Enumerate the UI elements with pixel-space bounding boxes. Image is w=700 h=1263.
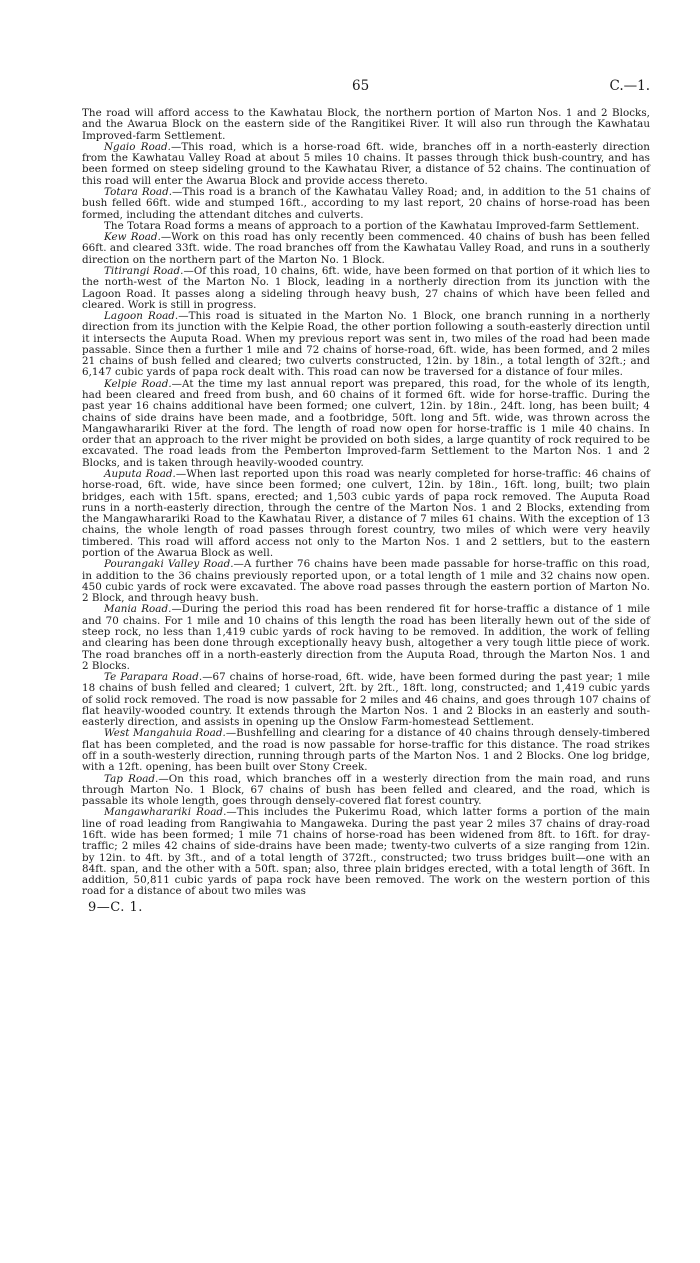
road-name: Totara Road.	[104, 185, 173, 198]
paragraph	[82, 774, 650, 808]
page-header	[82, 78, 650, 104]
road-name: Lagoon Road.	[104, 310, 179, 323]
page-footer	[82, 900, 650, 915]
paragraph	[82, 728, 650, 773]
road-name: West Mangahuia Road.	[104, 727, 226, 740]
paragraph-text: —This includes the Pukerimu Road, which latter forms a portion of the main line of road leading from Rangiwahia to Mangaweka. During the past year 2 miles 37 chains of dray-road 16ft. wide has been formed; 1 mile 71 chains of horse-road has been widened from 8ft. to 16ft. for dray-traffic; 2 miles 42 chains of side-drains have been made; twenty-two culverts of a size ranging from 12in. by 12in. to 4ft. by 3ft., and of a total length of 372ft., constructed; two truss bridges built—one with an 84ft. span, and the other with a 50ft. span; also, three plain bridges erected, with a total length of 36ft. In addition, 50,811 cubic yards of papa rock have been removed. The work on the western portion of this road for a distance of about two miles was	[82, 806, 650, 898]
road-name: Tap Road.	[104, 772, 159, 785]
paragraph-text: —Bushfelling and clearing for a distance of 40 chains through densely-timbered flat has been completed, and the road is now passable for horse-traffic for this distance. The road strikes off in a south-westerly direction, running through parts of the Marton Nos. 1 and 2 Blocks. One log bridge, with a 12ft. opening, has been built over Stony Creek.	[82, 727, 650, 774]
paragraph	[82, 108, 650, 142]
road-name: Te Parapara Road.	[104, 671, 203, 684]
paragraph-text: —Of this road, 10 chains, 6ft. wide, have been formed on that portion of it which lies to the north-west of the Marton No. 1 Block, leading in a northerly direction from its junction with the Lagoon Road. It passes along a sideling through heavy bush, 27 chains of which have been felled and cleared. Work is still in progress.	[82, 264, 651, 311]
paragraph-text: —A further 76 chains have been made passable for horse-traffic on this road, in addition to the 36 chains previously reported upon, or a total length of 1 mile and 32 chains now open. 450 cubic yards of rock were excavated. The above road passes through the eastern portion of Marton No. 2 Block, and through heavy bush.	[82, 558, 650, 605]
document-reference: C.—1.	[609, 78, 650, 94]
paragraph-text: The road will afford access to the Kawhatau Block, the northern portion of Marton Nos. 1 and 2 Blocks, and the Awarua Block on the eastern side of the Rangitikei River. It will also run through the Kawhatau Improved-farm Settlement.	[82, 107, 650, 142]
paragraph	[82, 232, 650, 266]
body-text	[82, 108, 650, 898]
road-name: Auputa Road.	[104, 468, 176, 480]
paragraph-text: —When last reported upon this road was nearly completed for horse-traffic: 46 chains of horse-road, 6ft. wide, have since been formed; one culvert, 12in. by 18in., 16ft. long, built; two plain bridges, each with 15ft. spans, erected; and 1,503 cubic yards of papa rock removed. The Auputa Road runs in a north-easterly direction, through the centre of the Marton Nos. 1 and 2 Blocks, extending from the Mangawharariki Road to the Kawhatau River, a distance of 7 miles 61 chains. With the exception of 13 chains, the whole length of road passes through forest country, two miles of which were very heavily timbered. This road will afford access not only to the Marton Nos. 1 and 2 settlers, but to the eastern portion of the Awarua Block as well.	[82, 468, 650, 559]
paragraph-text: —At the time my last annual report was prepared, this road, for the whole of its length, had been cleared and freed from bush, and 60 chains of it formed 6ft. wide for horse-traffic. During the past year 16 chains additional have been formed; one culvert, 12in. by 18in., 24ft. long, has been built; 4 chains of side drains have been made, and a footbridge, 50ft. long and 5ft. wide, was thrown across the Mangawharariki River at the ford. The length of road now open for horse-traffic is 1 mile 40 chains. In order that an approach to the river might be provided on both sides, a large quantity of rock required to be excavated. The road leads from the Pemberton Improved-farm Settlement to the Marton Nos. 1 and 2 Blocks, and is taken through heavily-wooded country.	[82, 377, 650, 469]
road-name: Kelpie Road.	[104, 377, 172, 390]
paragraph-text: —On this road, which branches off in a westerly direction from the main road, and runs through Marton No. 1 Block, 67 chains of bush has been felled and cleared, and the road, which is passable its whole length, goes through densely-covered flat forest country.	[82, 772, 650, 808]
paragraph-text: —Work on this road has only recently been commenced. 40 chains of bush has been felled 66ft. and cleared 33ft. wide. The road branches off from the Kawhatau Valley Road, and runs in a southerly direction on the northern part of the Marton No. 1 Block.	[82, 231, 650, 266]
paragraph	[82, 469, 650, 559]
paragraph-text: —During the period this road has been rendered fit for horse-traffic a distance of 1 mile and 70 chains. For 1 mile and 10 chains of this length the road has been literally hewn out of the side of steep rock, no less than 1,419 cubic yards of rock having to be removed. In addition, the work of felling and clearing has been done through exceptionally heavy bush, altogether a very tough little piece of work. The road branches off in a north-easterly direction from the Auputa Road, through the Marton Nos. 1 and 2 Blocks.	[82, 603, 651, 672]
paragraph	[82, 672, 650, 728]
paragraph-text: The Totara Road forms a means of approach to a portion of the Kawhatau Improved-farm Settlement.	[104, 219, 640, 232]
road-name: Ngaio Road.	[104, 140, 171, 153]
road-name: Mania Road.	[104, 603, 172, 616]
paragraph	[82, 604, 650, 672]
road-name: Kew Road.	[104, 231, 161, 244]
road-name: Mangawharariki Road.	[104, 806, 227, 819]
paragraph	[82, 187, 650, 221]
page-number: 65	[352, 78, 370, 94]
paragraph-text: —This road is situated in the Marton No. 1 Block, one branch running in a northerly direction from its junction with the Kelpie Road, the other portion following a south-easterly direction until it intersects the Auputa Road. When my previous report was sent in, two miles of the road had been made passable. Since then a further 1 mile and 72 chains of horse-road, 6ft. wide, has been formed, and 2 miles 21 chains of bush felled and cleared; two culverts constructed, 12in. by 18in., a total length of 32ft.; and 6,147 cubic yards of papa rock dealt with. This road can now be traversed for a distance of four miles.	[82, 310, 650, 379]
road-name: Titirangi Road.	[104, 264, 184, 277]
paragraph-text: —This road is a branch of the Kawhatau Valley Road; and, in addition to the 51 chains of bush felled 66ft. wide and stumped 16ft., according to my last report, 20 chains of horse-road has been formed, including the attendant ditches and culverts.	[82, 185, 650, 221]
paragraph	[82, 379, 650, 469]
sheet-signature: 9—C. 1.	[88, 899, 143, 915]
paragraph-text: —67 chains of horse-road, 6ft. wide, have been formed during the past year; 1 mile 18 chains of bush felled and cleared; 1 culvert, 2ft. by 2ft., 18ft. long, constructed; and 1,419 cubic yards of solid rock removed. The road is now passable for 2 miles and 46 chains, and goes through 107 chains of flat heavily-wooded country. It extends through the Marton Nos. 1 and 2 Blocks in an easterly and south-easterly direction, and assists in opening up the Onslow Farm-homestead Settlement.	[82, 671, 650, 729]
paragraph	[82, 559, 650, 604]
paragraph	[82, 266, 650, 311]
document-page	[82, 78, 650, 915]
road-name: Pourangaki Valley Road.	[104, 558, 234, 571]
paragraph	[82, 311, 650, 379]
paragraph-text: —This road, which is a horse-road 6ft. wide, branches off in a north-easterly direction from the Kawhatau Valley Road at about 5 miles 10 chains. It passes through thick bush-country, and has been formed on steep sideling ground to the Kawhatau River, a distance of 52 chains. The continuation of this road will enter the Awarua Block and provide access thereto.	[82, 140, 650, 187]
paragraph	[82, 142, 650, 187]
paragraph	[82, 807, 650, 897]
